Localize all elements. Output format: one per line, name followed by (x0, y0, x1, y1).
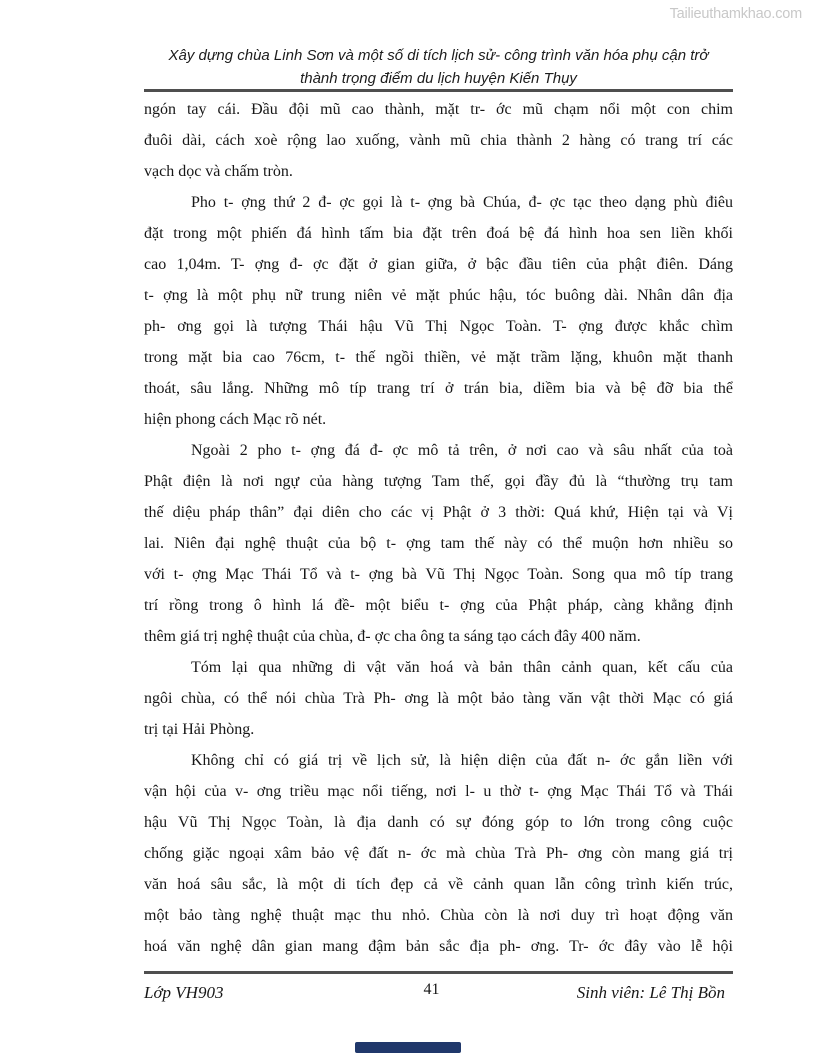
header-rule (144, 89, 733, 92)
body-line: thêm giá trị nghệ thuật của chùa, đ- ợc cha ông ta sáng tạo cách đây 400 năm. (144, 628, 641, 645)
body-line: văn hoá sâu sắc, là một di tích đẹp cả về cảnh quan lẫn công trình kiến trúc, (144, 876, 733, 893)
body-line: trị tại Hải Phòng. (144, 721, 255, 738)
body-line: một bảo tàng nghệ thuật mạc thu nhỏ. Chùa còn là nơi duy trì hoạt động văn (144, 907, 733, 924)
document-body (144, 94, 733, 962)
body-line: ph- ơng gọi là tượng Thái hậu Vũ Thị Ngọc Toàn. T- ợng được khắc chìm (144, 318, 733, 335)
body-line: chống giặc ngoại xâm bảo vệ đất n- ớc mà chùa Trà Ph- ơng còn mang giá trị (144, 845, 733, 862)
body-line: trí rồng trong ô hình lá đề- một biểu t- ợng của Phật pháp, càng khẳng định (144, 597, 733, 614)
footer-rule (144, 971, 733, 974)
body-line: hiện phong cách Mạc rõ nét. (144, 411, 327, 428)
page-footer (144, 983, 733, 1007)
body-line: vận hội của v- ơng triều mạc nổi tiếng, nơi l- u thờ t- ợng Mạc Thái Tổ và Thái (144, 783, 733, 800)
body-line: đặt trong một phiến đá hình tấm bia đặt trên đoá bệ đá hình hoa sen liền khối (144, 225, 733, 242)
body-line: Pho t- ợng thứ 2 đ- ợc gọi là t- ợng bà Chúa, đ- ợc tạc theo dạng phù điêu (191, 194, 733, 211)
body-line: trong mặt bia cao 76cm, t- thế ngồi thiền, vẻ mặt trầm lặng, khuôn mặt thanh (144, 349, 733, 366)
body-line: thế diệu pháp thân” đại diên cho các vị Phật ở 3 thời: Quá khứ, Hiện tại và Vị (144, 504, 733, 521)
watermark: Tailieuthamkhao.com (669, 6, 802, 22)
body-line: Tóm lại qua những di vật văn hoá và bản thân cảnh quan, kết cấu của (191, 659, 733, 676)
footer-student-label: Sinh viên: Lê Thị Bồn (576, 983, 725, 1002)
body-line: lai. Niên đại nghệ thuật của bộ t- ợng tam thế này có thể muộn hơn nhiều so (144, 535, 733, 552)
footer-page-number: 41 (423, 981, 440, 998)
body-line: Không chỉ có giá trị về lịch sử, là hiện diện của đất n- ớc gắn liền với (191, 752, 733, 769)
body-line: ngón tay cái. Đầu đội mũ cao thành, mặt tr- ớc mũ chạm nổi một con chim (144, 101, 733, 118)
header-line-2: thành trọng điểm du lịch huyện Kiến Thụy (300, 70, 577, 87)
body-line: với t- ợng Mạc Thái Tổ và t- ợng bà Vũ Thị Ngọc Toàn. Song qua mô típ trang (144, 566, 733, 583)
footer-class-label: Lớp VH903 (144, 983, 224, 1002)
body-line: hoá văn nghệ dân gian mang đậm bản sắc địa ph- ơng. Tr- ớc đây vào lễ hội (144, 938, 733, 955)
body-line: đuôi dài, cách xoè rộng lao xuống, vành mũ chia thành 2 hàng có trang trí các (144, 132, 733, 149)
page-header (144, 44, 733, 90)
body-line: thoát, sâu lắng. Những mô típ trang trí ở trán bia, diềm bia và bệ đỡ bia thể (144, 380, 733, 397)
body-line: ngôi chùa, có thể nói chùa Trà Ph- ơng là một bảo tàng văn vật thời Mạc có giá (144, 690, 733, 707)
body-line: Phật điện là nơi ngự của hàng tượng Tam thế, gọi đầy đủ là “thường trụ tam (144, 473, 733, 490)
body-line: hậu Vũ Thị Ngọc Toàn, là địa danh có sự đóng góp to lớn trong công cuộc (144, 814, 733, 831)
body-line: t- ợng là một phụ nữ trung niên vẻ mặt phúc hậu, tóc buông dài. Nhân dân địa (144, 287, 733, 304)
body-line: cao 1,04m. T- ợng đ- ợc đặt ở gian giữa, ở bậc đầu tiên của phật điên. Dáng (144, 256, 733, 273)
body-line: Ngoài 2 pho t- ợng đá đ- ợc mô tả trên, ở nơi cao và sâu nhất của toà (191, 442, 733, 459)
body-line: vạch dọc và chấm tròn. (144, 163, 293, 180)
bottom-handle-bar (355, 1042, 461, 1053)
header-line-1: Xây dựng chùa Linh Sơn và một số di tích lịch sử- công trình văn hóa phụ cận trở (168, 47, 709, 64)
